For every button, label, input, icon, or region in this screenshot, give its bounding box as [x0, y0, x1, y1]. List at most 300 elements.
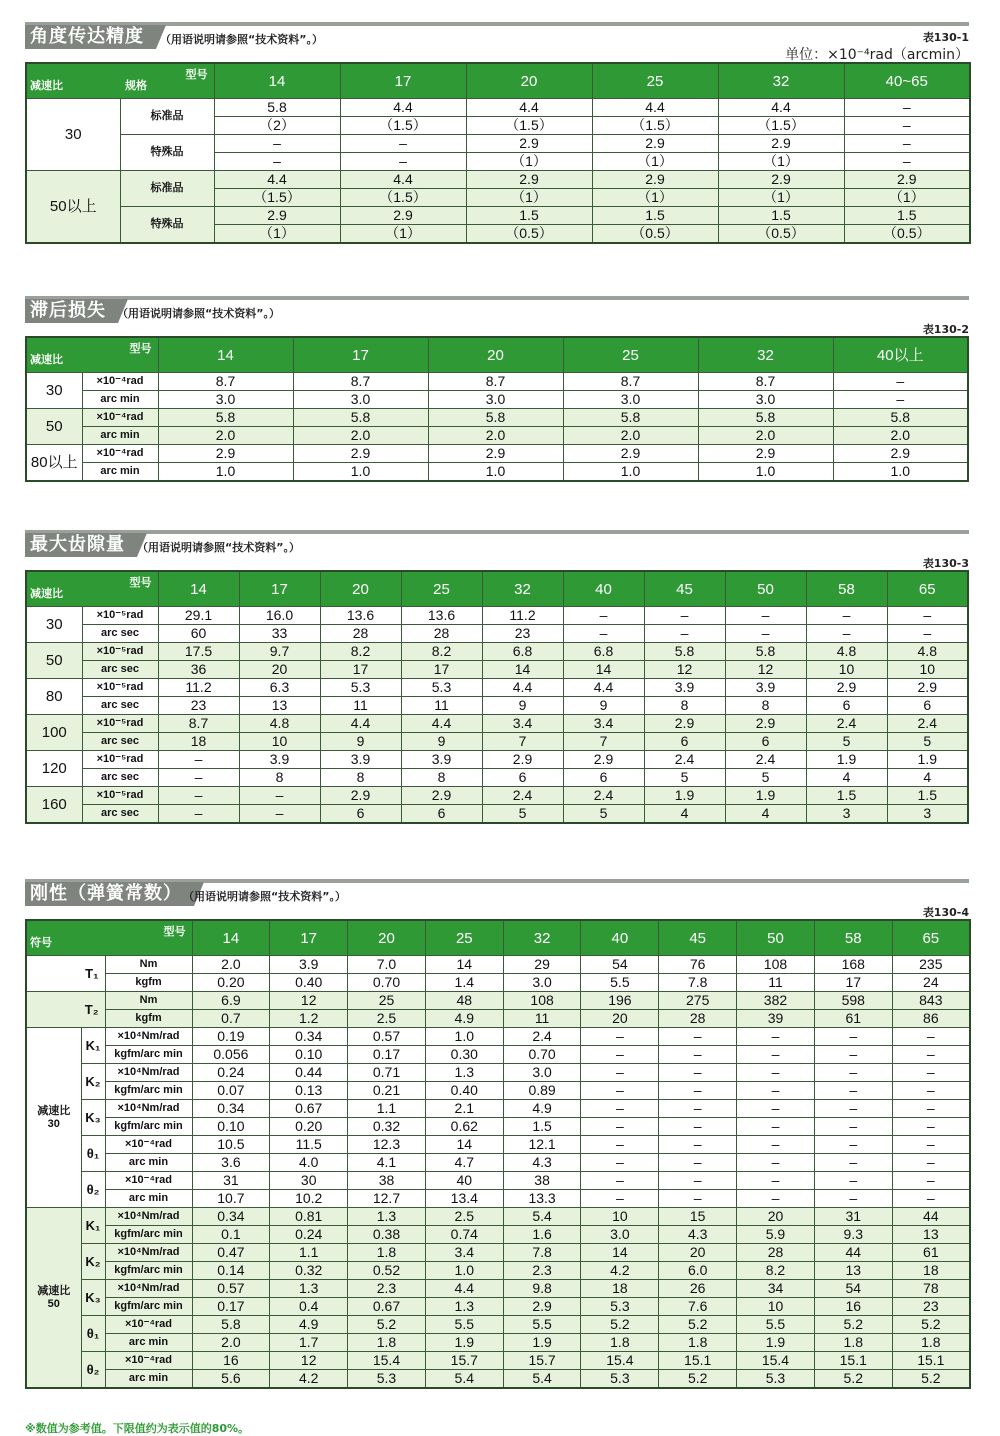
value-cell: 3.9 — [644, 679, 725, 697]
table-row — [26, 463, 968, 482]
value-cell: 9.8 — [503, 1280, 581, 1298]
table-row — [26, 1190, 970, 1208]
value-cell: 4.8 — [887, 643, 968, 661]
value-cell: 1.3 — [425, 1298, 503, 1316]
value-cell: 3.0 — [428, 391, 563, 409]
value-cell: 14 — [563, 661, 644, 679]
value-cell: 18 — [581, 1280, 659, 1298]
value-cell: – — [814, 1064, 892, 1082]
value-cell: – — [581, 1172, 659, 1190]
model-header: 14 — [158, 337, 293, 373]
table-row — [26, 751, 968, 769]
value-cell: 5.6 — [192, 1370, 270, 1389]
value-cell: 0.74 — [425, 1226, 503, 1244]
model-header: 20 — [348, 920, 426, 956]
table-number: 表130-1 — [922, 31, 969, 44]
value-cell: 61 — [892, 1244, 970, 1262]
divider — [25, 296, 969, 300]
ratio-cell: 50 — [26, 409, 82, 445]
value-cell: 1.0 — [428, 463, 563, 482]
table-row — [26, 679, 968, 697]
value-cell: 10 — [737, 1298, 815, 1316]
value-cell: 1.9 — [725, 787, 806, 805]
unit-cell: ×10⁻⁴rad — [105, 1172, 192, 1190]
value-cell: 11.2 — [158, 679, 239, 697]
value-cell: 6 — [725, 733, 806, 751]
value-cell: 8.2 — [401, 643, 482, 661]
value-cell: 38 — [348, 1172, 426, 1190]
model-header: 17 — [293, 337, 428, 373]
value-cell: 5.3 — [581, 1370, 659, 1389]
value-cell: 16.0 — [239, 607, 320, 625]
value-cell: 0.62 — [425, 1118, 503, 1136]
section-stiffness — [25, 879, 969, 1417]
value-cell: – — [892, 1190, 970, 1208]
value-cell: 20 — [737, 1208, 815, 1226]
value-cell: （1.5） — [340, 189, 466, 207]
value-cell: 3.0 — [698, 391, 833, 409]
value-cell: – — [737, 1082, 815, 1100]
value-cell: 5.3 — [581, 1298, 659, 1316]
value-cell: 1.8 — [659, 1334, 737, 1352]
unit-cell: arc sec — [82, 697, 158, 715]
value-cell: – — [659, 1046, 737, 1064]
angle-accuracy-table — [25, 62, 971, 244]
section-header — [25, 530, 969, 556]
corner-header — [26, 571, 158, 607]
value-cell: 2.0 — [192, 1334, 270, 1352]
value-cell: 11.2 — [482, 607, 563, 625]
corner-ratio-label: 减速比 — [30, 588, 63, 600]
value-cell: 2.9 — [466, 171, 592, 189]
model-header: 58 — [806, 571, 887, 607]
symbol-cell: K₃ — [81, 1280, 105, 1316]
value-cell: – — [814, 1154, 892, 1172]
unit-cell: kgfm/arc min — [105, 1262, 192, 1280]
value-cell: 38 — [503, 1172, 581, 1190]
table-row — [26, 1010, 970, 1028]
value-cell: 54 — [814, 1280, 892, 1298]
value-cell: 1.3 — [348, 1208, 426, 1226]
value-cell: 4.9 — [425, 1010, 503, 1028]
value-cell: 0.32 — [348, 1118, 426, 1136]
table-row — [26, 409, 968, 427]
unit-cell: arc sec — [82, 661, 158, 679]
value-cell: 76 — [659, 956, 737, 974]
unit-cell: arc min — [105, 1334, 192, 1352]
value-cell: – — [563, 607, 644, 625]
value-cell: （1） — [592, 189, 718, 207]
symbol-cell: T₂ — [26, 992, 105, 1028]
value-cell: 4.4 — [466, 99, 592, 117]
value-cell: – — [737, 1100, 815, 1118]
value-cell: 0.70 — [503, 1046, 581, 1064]
symbol-cell: T₁ — [26, 956, 105, 992]
value-cell: 31 — [192, 1172, 270, 1190]
unit-cell: ×10⁻⁴rad — [105, 1316, 192, 1334]
value-cell: – — [659, 1082, 737, 1100]
value-cell: 0.47 — [192, 1244, 270, 1262]
unit-cell: arc min — [105, 1154, 192, 1172]
value-cell: 2.0 — [833, 427, 968, 445]
value-cell: （1.5） — [466, 117, 592, 135]
spec-cell: 特殊品 — [120, 207, 214, 244]
ratio-cell: 50以上 — [26, 171, 120, 244]
value-cell: 2.9 — [482, 751, 563, 769]
value-cell: 0.44 — [270, 1064, 348, 1082]
value-cell: 0.056 — [192, 1046, 270, 1064]
value-cell: 1.8 — [348, 1334, 426, 1352]
section-title: 角度传达精度 — [25, 25, 156, 49]
table-row — [26, 1028, 970, 1046]
value-cell: 5.8 — [725, 643, 806, 661]
value-cell: – — [737, 1046, 815, 1064]
ratio-cell: 80以上 — [26, 445, 82, 482]
value-cell: 0.24 — [192, 1064, 270, 1082]
ratio-cell: 80 — [26, 679, 82, 715]
value-cell: 20 — [659, 1244, 737, 1262]
unit-cell: ×10⁻⁴rad — [82, 409, 158, 427]
value-cell: 4.0 — [270, 1154, 348, 1172]
section-note: （用语说明请参照“技术资料”。） — [137, 541, 300, 554]
value-cell: 2.1 — [425, 1100, 503, 1118]
value-cell: 7.0 — [348, 956, 426, 974]
value-cell: – — [659, 1172, 737, 1190]
value-cell: 15 — [659, 1208, 737, 1226]
section-title: 滞后损失 — [25, 299, 118, 323]
value-cell: 33 — [239, 625, 320, 643]
value-cell: 168 — [814, 956, 892, 974]
table-row — [26, 1262, 970, 1280]
value-cell: 1.5 — [466, 207, 592, 225]
table-row — [26, 956, 970, 974]
value-cell: 6 — [806, 697, 887, 715]
value-cell: 1.2 — [270, 1010, 348, 1028]
value-cell: 4 — [644, 805, 725, 824]
value-cell: 1.8 — [581, 1334, 659, 1352]
corner-spec-label: 规格 — [125, 80, 147, 92]
symbol-cell: K₃ — [81, 1100, 105, 1136]
value-cell: – — [581, 1046, 659, 1064]
unit-cell: Nm — [105, 956, 192, 974]
model-header: 25 — [592, 63, 718, 99]
value-cell: 2.0 — [192, 956, 270, 974]
model-header: 25 — [401, 571, 482, 607]
table-row — [26, 1370, 970, 1389]
value-cell: 29 — [503, 956, 581, 974]
value-cell: 6 — [644, 733, 725, 751]
table-row — [26, 171, 970, 189]
model-header: 45 — [644, 571, 725, 607]
table-row — [26, 733, 968, 751]
value-cell: – — [892, 1154, 970, 1172]
ratio-cell: 30 — [26, 373, 82, 409]
value-cell: 28 — [401, 625, 482, 643]
value-cell: 23 — [158, 697, 239, 715]
symbol-cell: θ₁ — [81, 1316, 105, 1352]
symbol-cell: θ₂ — [81, 1172, 105, 1208]
value-cell: （1） — [592, 153, 718, 171]
value-cell: 1.0 — [425, 1028, 503, 1046]
value-cell: 4.4 — [340, 171, 466, 189]
value-cell: 2.0 — [698, 427, 833, 445]
value-cell: 1.1 — [270, 1244, 348, 1262]
value-cell: 9.7 — [239, 643, 320, 661]
value-cell: 9 — [401, 733, 482, 751]
value-cell: 1.0 — [158, 463, 293, 482]
value-cell: 5.2 — [348, 1316, 426, 1334]
value-cell: （0.5） — [844, 225, 970, 244]
value-cell: 11 — [737, 974, 815, 992]
model-header: 65 — [892, 920, 970, 956]
divider — [25, 22, 969, 26]
value-cell: 1.5 — [887, 787, 968, 805]
model-header: 40以上 — [833, 337, 968, 373]
table-row — [26, 445, 968, 463]
value-cell: 0.17 — [348, 1046, 426, 1064]
symbol-cell: θ₂ — [81, 1352, 105, 1389]
table-row — [26, 391, 968, 409]
value-cell: 2.9 — [698, 445, 833, 463]
footnote: ※数值为参考值。下限值约为表示值的80%。 — [25, 1422, 250, 1435]
unit-cell: ×10⁴Nm/rad — [105, 1028, 192, 1046]
table-row — [26, 1244, 970, 1262]
spec-cell: 特殊品 — [120, 135, 214, 171]
value-cell: 2.4 — [563, 787, 644, 805]
ratio-cell: 50 — [26, 643, 82, 679]
value-cell: 1.9 — [737, 1334, 815, 1352]
value-cell: – — [239, 787, 320, 805]
ratio-cell: 120 — [26, 751, 82, 787]
value-cell: 1.8 — [892, 1334, 970, 1352]
value-cell: 0.67 — [270, 1100, 348, 1118]
table-row — [26, 805, 968, 824]
value-cell: 1.8 — [348, 1244, 426, 1262]
value-cell: 5.8 — [158, 409, 293, 427]
value-cell: 8 — [320, 769, 401, 787]
value-cell: 17 — [814, 974, 892, 992]
value-cell: 3.9 — [401, 751, 482, 769]
spec-cell: 标准品 — [120, 99, 214, 135]
value-cell: 5.8 — [563, 409, 698, 427]
table-row — [26, 1298, 970, 1316]
value-cell: – — [814, 1046, 892, 1064]
value-cell: 16 — [814, 1298, 892, 1316]
value-cell: – — [833, 391, 968, 409]
value-cell: 12 — [725, 661, 806, 679]
value-cell: – — [158, 769, 239, 787]
value-cell: 5.4 — [503, 1208, 581, 1226]
value-cell: 2.9 — [563, 751, 644, 769]
value-cell: 15.4 — [348, 1352, 426, 1370]
value-cell: – — [581, 1154, 659, 1172]
value-cell: 2.9 — [428, 445, 563, 463]
corner-model-label: 型号 — [163, 926, 186, 938]
value-cell: – — [892, 1046, 970, 1064]
model-header: 17 — [239, 571, 320, 607]
value-cell: 17 — [320, 661, 401, 679]
value-cell: 1.5 — [718, 207, 844, 225]
section-angle-accuracy — [25, 22, 969, 252]
value-cell: 8.7 — [158, 373, 293, 391]
value-cell: 5.3 — [401, 679, 482, 697]
value-cell: 6 — [320, 805, 401, 824]
unit-cell: ×10⁻⁵rad — [82, 679, 158, 697]
value-cell: 5.2 — [892, 1370, 970, 1389]
value-cell: – — [737, 1172, 815, 1190]
value-cell: 12 — [644, 661, 725, 679]
value-cell: 0.21 — [348, 1082, 426, 1100]
table-number: 表130-4 — [922, 906, 969, 919]
value-cell: – — [659, 1154, 737, 1172]
value-cell: 4.3 — [503, 1154, 581, 1172]
value-cell: （1） — [466, 189, 592, 207]
value-cell: 5 — [482, 805, 563, 824]
model-header: 14 — [192, 920, 270, 956]
value-cell: 13.4 — [425, 1190, 503, 1208]
value-cell: 2.9 — [214, 207, 340, 225]
value-cell: 4.4 — [340, 99, 466, 117]
value-cell: 235 — [892, 956, 970, 974]
unit-cell: kgfm/arc min — [105, 1226, 192, 1244]
model-header: 32 — [503, 920, 581, 956]
value-cell: 5.2 — [814, 1316, 892, 1334]
value-cell: 0.89 — [503, 1082, 581, 1100]
value-cell: 13.3 — [503, 1190, 581, 1208]
value-cell: 0.10 — [270, 1046, 348, 1064]
stiffness-table — [25, 919, 971, 1389]
unit-cell: ×10⁴Nm/rad — [105, 1208, 192, 1226]
table-number: 表130-2 — [922, 323, 969, 336]
value-cell: 5.5 — [503, 1316, 581, 1334]
value-cell: 2.9 — [887, 679, 968, 697]
value-cell: 4.1 — [348, 1154, 426, 1172]
value-cell: 0.34 — [192, 1208, 270, 1226]
value-cell: 7.8 — [503, 1244, 581, 1262]
corner-model-label: 型号 — [129, 577, 152, 589]
value-cell: – — [214, 153, 340, 171]
value-cell: 1.6 — [503, 1226, 581, 1244]
value-cell: 0.10 — [192, 1118, 270, 1136]
value-cell: 1.0 — [563, 463, 698, 482]
value-cell: – — [581, 1028, 659, 1046]
value-cell: 11.5 — [270, 1136, 348, 1154]
value-cell: 0.1 — [192, 1226, 270, 1244]
value-cell: – — [340, 135, 466, 153]
model-header: 40 — [563, 571, 644, 607]
value-cell: – — [158, 805, 239, 824]
symbol-cell: θ₁ — [81, 1136, 105, 1172]
value-cell: – — [659, 1028, 737, 1046]
model-header: 17 — [270, 920, 348, 956]
model-header: 25 — [563, 337, 698, 373]
value-cell: 26 — [659, 1280, 737, 1298]
unit-cell: ×10⁻⁵rad — [82, 643, 158, 661]
value-cell: 15.1 — [892, 1352, 970, 1370]
unit-cell: ×10⁻⁵rad — [82, 715, 158, 733]
value-cell: 0.07 — [192, 1082, 270, 1100]
value-cell: 36 — [158, 661, 239, 679]
value-cell: 0.57 — [348, 1028, 426, 1046]
corner-symbol-label: 符号 — [30, 937, 52, 949]
value-cell: – — [814, 1082, 892, 1100]
value-cell: 2.4 — [725, 751, 806, 769]
table-row — [26, 1208, 970, 1226]
value-cell: 1.9 — [503, 1334, 581, 1352]
value-cell: 2.9 — [592, 135, 718, 153]
value-cell: 5.8 — [293, 409, 428, 427]
value-cell: – — [737, 1028, 815, 1046]
model-header: 32 — [482, 571, 563, 607]
value-cell: 30 — [270, 1172, 348, 1190]
table-row — [26, 1100, 970, 1118]
value-cell: 1.3 — [425, 1064, 503, 1082]
value-cell: 86 — [892, 1010, 970, 1028]
value-cell: 10 — [806, 661, 887, 679]
value-cell: 5.2 — [659, 1316, 737, 1334]
value-cell: 44 — [892, 1208, 970, 1226]
value-cell: 23 — [482, 625, 563, 643]
value-cell: 9.3 — [814, 1226, 892, 1244]
value-cell: 6 — [563, 769, 644, 787]
value-cell: – — [892, 1136, 970, 1154]
table-row — [26, 1064, 970, 1082]
unit-cell: ×10⁴Nm/rad — [105, 1100, 192, 1118]
unit-cell: arc min — [82, 463, 158, 482]
value-cell: 1.0 — [425, 1262, 503, 1280]
value-cell: – — [844, 117, 970, 135]
value-cell: 15.1 — [814, 1352, 892, 1370]
value-cell: – — [581, 1190, 659, 1208]
value-cell: – — [814, 1172, 892, 1190]
value-cell: 8.7 — [563, 373, 698, 391]
value-cell: 0.17 — [192, 1298, 270, 1316]
ratio-cell: 160 — [26, 787, 82, 824]
value-cell: 3 — [887, 805, 968, 824]
divider — [25, 530, 969, 534]
value-cell: 843 — [892, 992, 970, 1010]
value-cell: 0.20 — [270, 1118, 348, 1136]
value-cell: 4 — [725, 805, 806, 824]
value-cell: 13 — [239, 697, 320, 715]
value-cell: 2.9 — [158, 445, 293, 463]
value-cell: 5.9 — [737, 1226, 815, 1244]
value-cell: 2.9 — [293, 445, 428, 463]
value-cell: 2.9 — [833, 445, 968, 463]
value-cell: 2.9 — [401, 787, 482, 805]
table-row — [26, 427, 968, 445]
value-cell: 6 — [887, 697, 968, 715]
table-row — [26, 697, 968, 715]
value-cell: 39 — [737, 1010, 815, 1028]
value-cell: （1） — [844, 189, 970, 207]
value-cell: 4.9 — [503, 1100, 581, 1118]
value-cell: – — [892, 1028, 970, 1046]
value-cell: 11 — [320, 697, 401, 715]
model-header: 32 — [698, 337, 833, 373]
value-cell: 14 — [482, 661, 563, 679]
value-cell: 2.4 — [887, 715, 968, 733]
value-cell: 3.0 — [581, 1226, 659, 1244]
header-row — [26, 337, 968, 373]
value-cell: 1.9 — [425, 1334, 503, 1352]
value-cell: – — [239, 805, 320, 824]
value-cell: 2.4 — [503, 1028, 581, 1046]
value-cell: 4.4 — [718, 99, 844, 117]
value-cell: 5.3 — [320, 679, 401, 697]
value-cell: 7.8 — [659, 974, 737, 992]
value-cell: （1.5） — [214, 189, 340, 207]
